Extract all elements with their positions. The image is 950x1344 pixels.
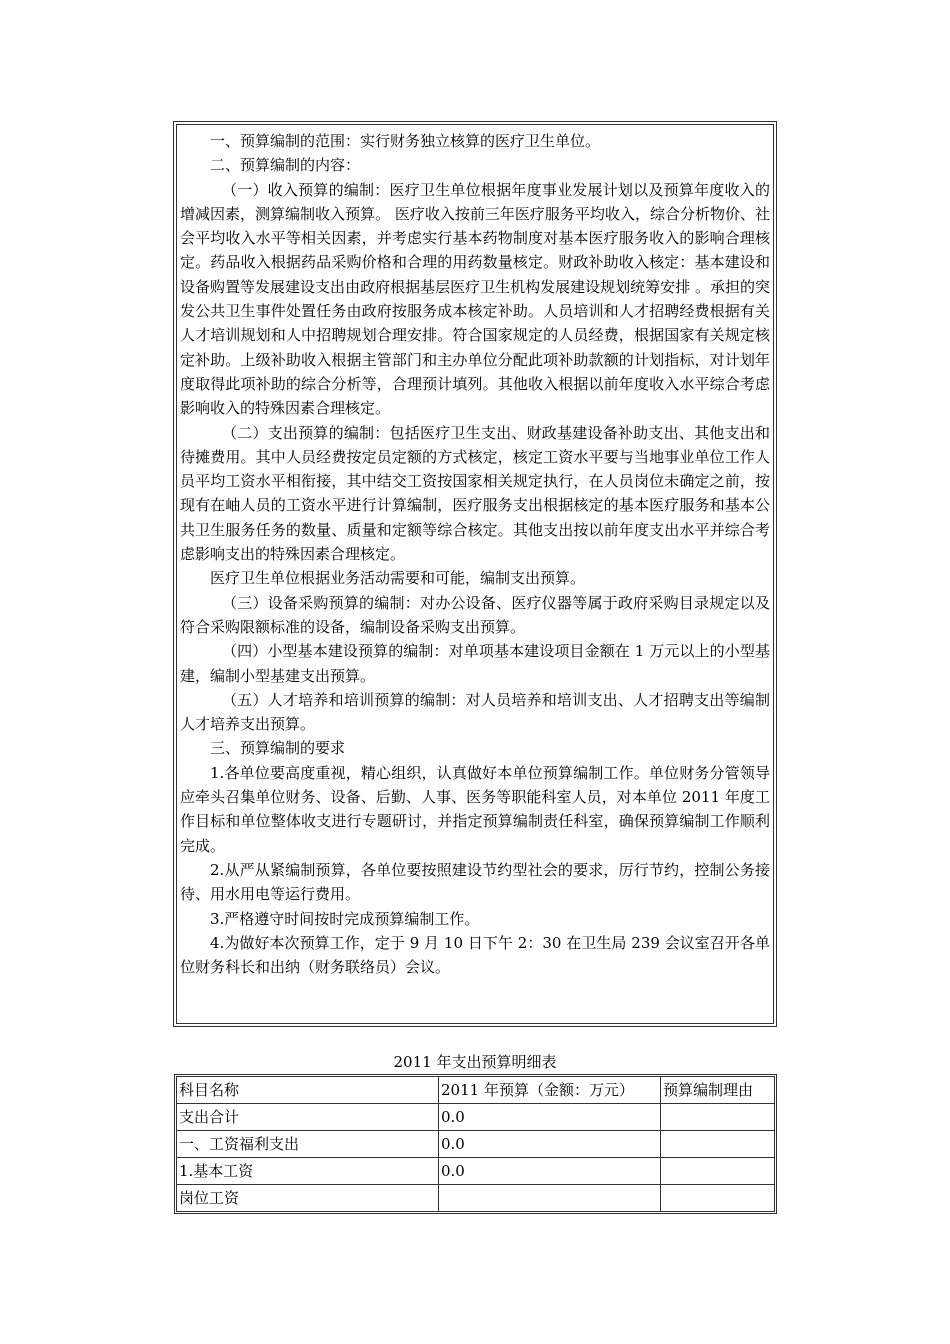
cell-reason	[661, 1185, 775, 1212]
cell-subject: 1.基本工资	[177, 1158, 439, 1185]
paragraph-income-budget: （一）收入预算的编制：医疗卫生单位根据年度事业发展计划以及预算年度收入的增减因素，测算编制收入预算。 医疗收入按前三年医疗服务平均收入，综合分析物价、社会平均收入水平等相关因素，并考虑实行基本药物制度对基本医疗服务收入的影响合理核定。药品收入根据药品采购价格和合理的用药数量核定。财政补助收入核定：基本建设和设备购置等发展建设支出由政府根据基层医疗卫生机构发展建设规划统筹安排 。承担的突发公共卫生事件处置任务由政府按服务成本核定补助。人员培训和人才招聘经费根据有关人才培训规划和人中招聘规划合理安排。符合国家规定的人员经费，根据国家有关规定核定补助。上级补助收入根据主管部门和主办单位分配此项补助款额的计划指标，对计划年度取得此项补助的综合分析等，合理预计填列。其他收入根据以前年度收入水平综合考虑影响收入的特殊因素合理核定。	[180, 180, 770, 418]
paragraph-requirements-heading: 三、预算编制的要求	[210, 739, 346, 758]
paragraph-expense-budget: （二）支出预算的编制：包括医疗卫生支出、财政基建设备补助支出、其他支出和待摊费用。其中人员经费按定员定额的方式核定，核定工资水平要与当地事业单位工作人员平均工资水平相衔接，其中结交工资按国家相关规定执行，在人员岗位未确定之前，按现有在岫人员的工资水平进行计算编制，医疗服务支出根据核定的基本医疗服务和基本公共卫生服务任务的数量、质量和定额等综合核定。其他支出按以前年度支出水平并综合考虑影响支出的特殊因素合理核定。	[180, 423, 770, 564]
cell-reason	[661, 1158, 775, 1185]
cell-subject: 支出合计	[177, 1104, 439, 1131]
cell-subject: 一、工资福利支出	[177, 1131, 439, 1158]
budget-instructions-box	[176, 124, 774, 1024]
cell-subject: 岗位工资	[177, 1185, 439, 1212]
table-row	[177, 1185, 775, 1212]
paragraph-equipment-budget: （三）设备采购预算的编制：对办公设备、医疗仪器等属于政府采购目录规定以及符合采购限额标准的设备，编制设备采购支出预算。	[180, 593, 770, 636]
expense-budget-table	[176, 1076, 775, 1212]
cell-amount: 0.0	[439, 1104, 661, 1131]
paragraph-training-budget: （五）人才培养和培训预算的编制：对人员培养和培训支出、人才招聘支出等编制人才培养支出预算。	[180, 690, 770, 734]
header-budget-amount: 2011 年预算（金额：万元）	[439, 1077, 661, 1104]
paragraph-content-heading: 二、预算编制的内容：	[210, 156, 361, 175]
header-subject-name: 科目名称	[177, 1077, 439, 1104]
paragraph-requirement-3: 3.严格遵守时间按时完成预算编制工作。	[210, 909, 480, 928]
table-header-row	[177, 1077, 775, 1104]
cell-reason	[661, 1131, 775, 1158]
paragraph-scope: 一、预算编制的范围：实行财务独立核算的医疗卫生单位。	[210, 132, 601, 150]
cell-amount	[439, 1185, 661, 1212]
table-title: 2011 年支出预算明细表	[393, 1053, 557, 1071]
paragraph-requirement-4: 4.为做好本次预算工作，定于 9 月 10 日下午 2：30 在卫生局 239 会议室召开各单位财务科长和出纳（财务联络员）会议。	[180, 933, 770, 977]
cell-reason	[661, 1104, 775, 1131]
header-budget-reason: 预算编制理由	[661, 1077, 775, 1104]
paragraph-requirement-1: 1.各单位要高度重视，精心组织，认真做好本单位预算编制工作。单位财务分管领导应牵头召集单位财务、设备、后勤、人事、医务等职能科室人员，对本单位 2011 年度工作目标和单位整体收支进行专题研讨，并指定预算编制责任科室，确保预算编制工作顺利完成。	[180, 763, 770, 855]
table-row	[177, 1158, 775, 1185]
paragraph-expense-note: 医疗卫生单位根据业务活动需要和可能，编制支出预算。	[210, 569, 586, 588]
table-row	[177, 1131, 775, 1158]
paragraph-requirement-2: 2.从严从紧编制预算，各单位要按照建设节约型社会的要求，厉行节约，控制公务接待、用水用电等运行费用。	[180, 860, 770, 904]
paragraph-construction-budget: （四）小型基本建设预算的编制：对单项基本建设项目金额在 1 万元以上的小型基建，编制小型基建支出预算。	[180, 642, 770, 685]
table-row	[177, 1104, 775, 1131]
cell-amount: 0.0	[439, 1158, 661, 1185]
cell-amount: 0.0	[439, 1131, 661, 1158]
